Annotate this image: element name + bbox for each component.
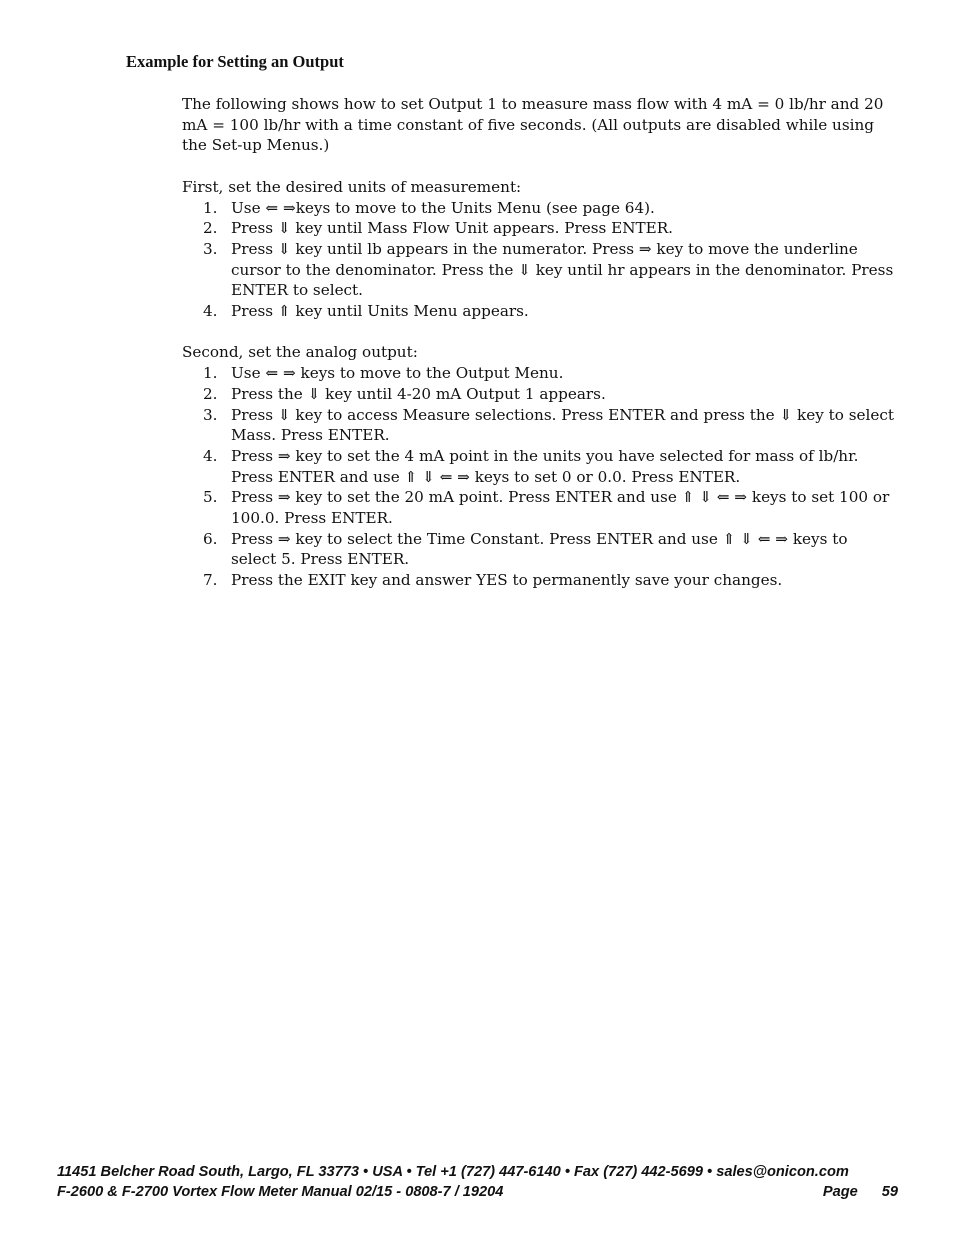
step-number: 3. [203,239,218,258]
list-item [182,446,894,487]
step-text: Use ⇐ ⇒ keys to move to the Output Menu. [231,364,564,383]
step-text: Press ⇒ key to set the 4 mA point in the units you have selected for mass of lb/hr. Press ENTER and use ⇑ ⇓ ⇐ ⇒ keys to set 0 or 0.0. Press ENTER. [231,446,859,486]
units-steps-list [182,198,894,322]
footer-manual-row [57,1182,898,1202]
step-number: 1. [203,364,218,383]
page-footer [57,1162,898,1202]
page-body [182,94,894,591]
step-text: Press ⇓ key to access Measure selections. Press ENTER and press the ⇓ key to select Mass. Press ENTER. [231,405,894,445]
step-text: Press ⇑ key until Units Menu appears. [231,302,529,321]
footer-address-row [57,1162,898,1182]
step-number: 6. [203,529,218,548]
list-item [182,384,894,405]
units-section-label: First, set the desired units of measurement: [182,177,522,196]
step-text: Press ⇒ key to select the Time Constant. Press ENTER and use ⇑ ⇓ ⇐ ⇒ keys to select 5. Press ENTER. [231,529,848,569]
footer-address: 11451 Belcher Road South, Largo, FL 33773 • USA • Tel +1 (727) 447-6140 • Fax (727) 442-5699 • sales@onicon.com [57,1164,849,1180]
step-text: Press the ⇓ key until 4-20 mA Output 1 appears. [231,384,606,403]
step-number: 5. [203,488,218,507]
step-text: Press ⇓ key until lb appears in the numerator. Press ⇒ key to move the underline cursor to the denominator. Press the ⇓ key until hr appears in the denominator. Press ENTER to select. [231,239,894,300]
list-item [182,487,894,528]
footer-manual-title: F-2600 & F-2700 Vortex Flow Meter Manual 02/15 - 0808-7 / 19204 [57,1184,504,1200]
step-number: 2. [203,219,218,238]
step-text: Press the EXIT key and answer YES to permanently save your changes. [231,571,783,590]
step-number: 4. [203,446,218,465]
page-label: Page [822,1184,858,1200]
step-text: Use ⇐ ⇒keys to move to the Units Menu (see page 64). [231,198,655,217]
list-item [182,301,894,322]
step-text: Press ⇓ key until Mass Flow Unit appears. Press ENTER. [231,219,673,238]
output-steps-list [182,363,894,591]
step-text: Press ⇒ key to set the 20 mA point. Press ENTER and use ⇑ ⇓ ⇐ ⇒ keys to set 100 or 100.0. Press ENTER. [231,488,890,528]
step-number: 2. [203,384,218,403]
step-number: 7. [203,571,218,590]
list-item [182,570,894,591]
section-heading: Example for Setting an Output [126,52,344,71]
page-number: 59 [881,1184,898,1200]
step-number: 4. [203,302,218,321]
intro-paragraph: The following shows how to set Output 1 to measure mass flow with 4 mA = 0 lb/hr and 20 mA = 100 lb/hr with a time constant of five seconds. (All outputs are disabled while using the Set-up Menus.) [182,95,884,155]
step-number: 3. [203,405,218,424]
list-item [182,405,894,446]
spacer [182,322,894,343]
step-number: 1. [203,198,218,217]
list-item [182,529,894,570]
list-item [182,239,894,301]
list-item [182,198,894,219]
list-item [182,218,894,239]
list-item [182,363,894,384]
footer-page [823,1182,898,1202]
output-section-label: Second, set the analog output: [182,343,418,362]
